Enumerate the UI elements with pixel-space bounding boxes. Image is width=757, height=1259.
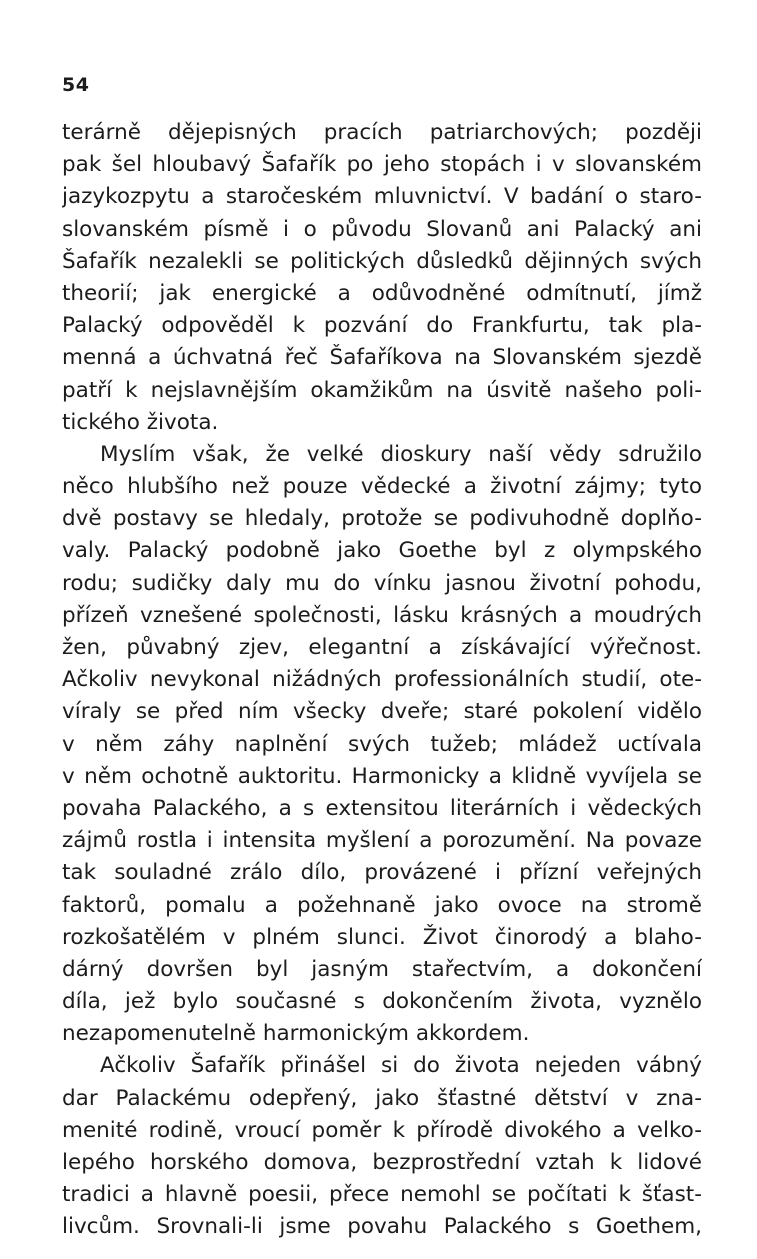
paragraph-1 <box>62 117 702 439</box>
paragraph-3 <box>62 1050 702 1243</box>
text-line: díla, jež bylo současné s dokončením života, vyznělo <box>62 989 702 1015</box>
text-line: dárný dovršen byl jasným stařectvím, a dokončení <box>62 956 702 982</box>
text-line: zájmů rostla i intensita myšlení a porozumění. Na povaze <box>62 828 702 854</box>
text-line: menité rodině, vroucí poměr k přírodě divokého a velko- <box>62 1117 702 1143</box>
text-line: menná a úchvatná řeč Šafaříkova na Slovanském sjezdě <box>62 345 702 371</box>
text-line: rodu; sudičky daly mu do vínku jasnou životní pohodu, <box>62 570 702 596</box>
text-line: něco hlubšího než pouze vědecké a životní zájmy; tyto <box>62 474 702 500</box>
text-line: patří k nejslavnějším okamžikům na úsvitě našeho poli- <box>62 377 702 403</box>
text-line: theorií; jak energické a odůvodněné odmítnutí, jímž <box>62 280 702 306</box>
text-line: terárně dějepisných pracích patriarchových; později <box>62 120 702 145</box>
text-line: valy. Palacký podobně jako Goethe byl z olympského <box>62 538 702 564</box>
paragraph-2 <box>62 439 702 1051</box>
page-number: 54 <box>62 74 90 96</box>
text-line: tradici a hlavně poesii, přece nemohl se počítati k šťast- <box>62 1182 702 1208</box>
text-line: v něm ochotně auktoritu. Harmonicky a klidně vyvíjela se <box>62 763 702 789</box>
text-line: rozkošatělém v plném slunci. Život činorodý a blaho- <box>62 924 702 950</box>
text-line: nezapomenutelně harmonickým akkordem. <box>62 1021 530 1047</box>
text-line: Ačkoliv Šafařík přinášel si do života nejeden vábný <box>100 1053 702 1079</box>
text-line: tického života. <box>62 409 219 435</box>
text-line: tak souladné zrálo dílo, provázené i přízní veřejných <box>62 860 702 886</box>
text-line: přízeň vznešené společnosti, lásku krásných a moudrých <box>62 602 702 628</box>
text-line: faktorů, pomalu a požehnaně jako ovoce na stromě <box>62 892 702 918</box>
text-line: dvě postavy se hledaly, protože se podivuhodně doplňo- <box>62 506 702 532</box>
text-line: livcům. Srovnali-li jsme povahu Palackého s Goethem, <box>62 1214 702 1240</box>
text-line: žen, půvabný zjev, elegantní a získávající výřečnost. <box>62 635 702 660</box>
text-line: Šafařík nezalekli se politických důsledků dějinných svých <box>62 248 702 274</box>
text-line: Ačkoliv nevykonal nižádných professionálních studií, ote- <box>62 667 702 693</box>
text-line: slovanském písmě i o původu Slovanů ani Palacký ani <box>62 216 702 242</box>
page-text <box>62 117 702 1244</box>
text-line: dar Palackému odepřený, jako šťastné dětství v zna- <box>62 1085 702 1111</box>
text-line: v něm záhy naplnění svých tužeb; mládež uctívala <box>62 731 702 757</box>
text-line: povaha Palackého, a s extensitou literárních i vědeckých <box>62 795 702 821</box>
text-line: víraly se před ním všecky dveře; staré pokolení vidělo <box>62 699 702 725</box>
text-line: Myslím však, že velké dioskury naší vědy sdružilo <box>100 441 702 467</box>
text-line: jazykozpytu a staročeském mluvnictví. V badání o staro- <box>62 184 702 210</box>
text-line: lepého horského domova, bezprostřední vztah k lidové <box>62 1150 702 1175</box>
text-line: Palacký odpověděl k pozvání do Frankfurtu, tak pla- <box>62 313 702 339</box>
text-line: pak šel hloubavý Šafařík po jeho stopách i v slovanském <box>62 152 702 178</box>
